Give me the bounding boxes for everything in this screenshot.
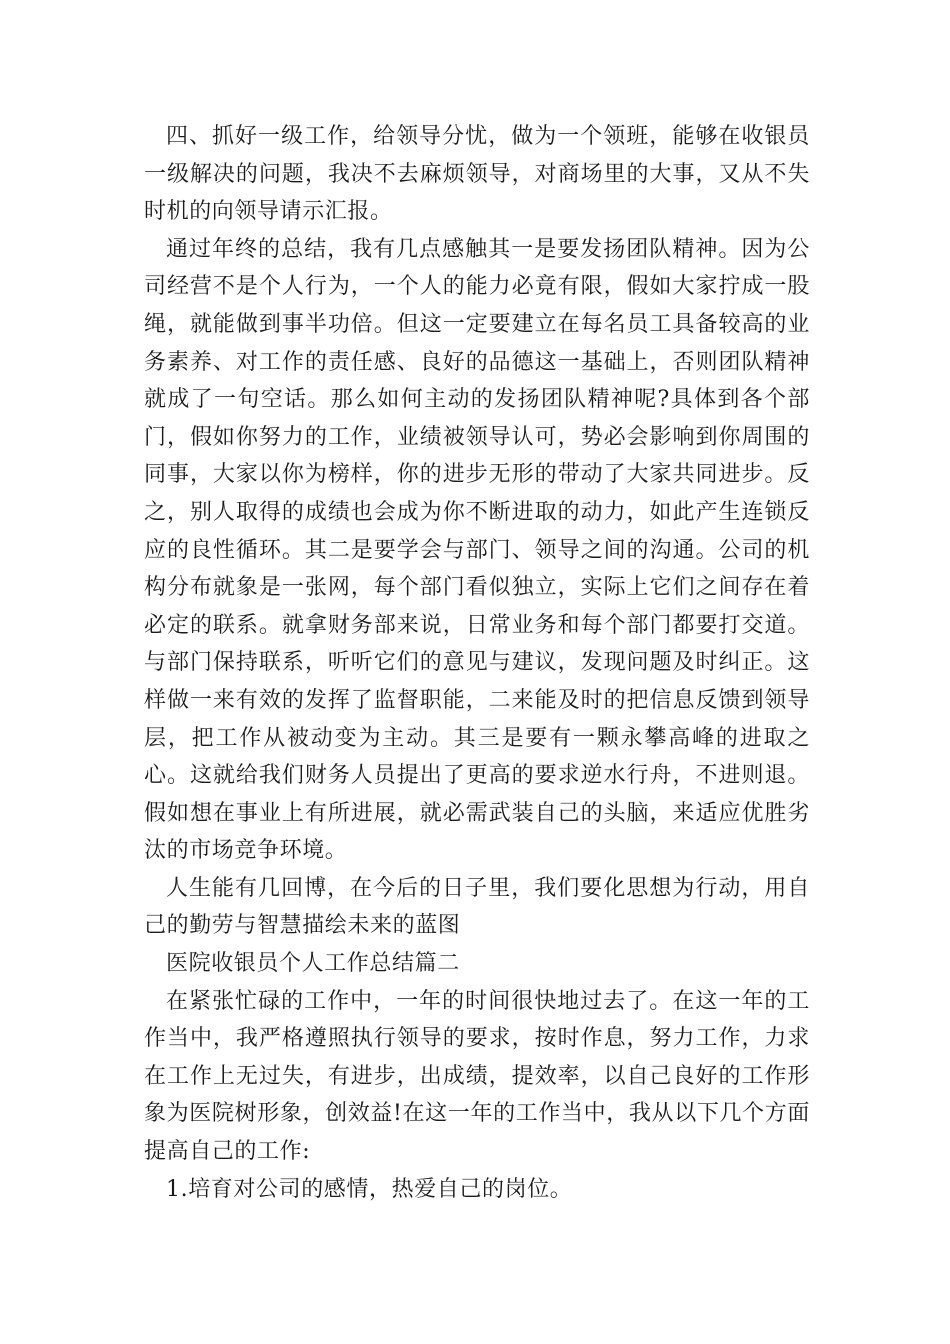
list-item: 1.培育对公司的感情，热爱自己的岗位。 [166, 1176, 573, 1202]
paragraph-leadership-support: 四、抓好一级工作，给领导分忧，做为一个领班，能够在收银员一级解决的问题，我决不去麻烦领导，对商场里的大事，又从不失时机的向领导请示汇报。 [144, 124, 810, 225]
paragraph-year-end-reflection: 通过年终的总结，我有几点感触其一是要发扬团队精神。因为公司经营不是个人行为，一个人的能力必竟有限，假如大家拧成一股绳，就能做到事半功倍。但这一定要建立在每名员工具备较高的业务素养、对工作的责任感、良好的品德这一基础上，否则团队精神就成了一句空话。那么如何主动的发扬团队精神呢?具体到各个部门，假如你努力的工作，业绩被领导认可，势必会影响到你周围的同事，大家以你为榜样，你的进步无形的带动了大家共同进步。反之，别人取得的成绩也会成为你不断进取的动力，如此产生连锁反应的良性循环。其二是要学会与部门、领导之间的沟通。公司的机构分布就象是一张网，每个部门看似独立，实际上它们之间存在着必定的联系。就拿财务部来说，日常业务和每个部门都要打交道。与部门保持联系，听听它们的意见与建议，发现问题及时纠正。这样做一来有效的发挥了监督职能，二来能及时的把信息反馈到领导层，把工作从被动变为主动。其三是要有一颗永攀高峰的进取之心。这就给我们财务人员提出了更高的要求逆水行舟，不进则退。假如想在事业上有所进展，就必需武装自己的头脑，来适应优胜劣汰的市场竞争环境。 [144, 236, 810, 864]
paragraph-year-summary: 在紧张忙碌的工作中，一年的时间很快地过去了。在这一年的工作当中，我严格遵照执行领导的要求，按时作息，努力工作，力求在工作上无过失，有进步，出成绩，提效率，以自己良好的工作形象为医院树形象，创效益!在这一年的工作当中，我从以下几个方面提高自己的工作: [144, 988, 810, 1165]
paragraph-closing-remark: 人生能有几回博，在今后的日子里，我们要化思想为行动，用自己的勤劳与智慧描绘未来的蓝图 [144, 875, 810, 939]
section-heading: 医院收银员个人工作总结篇二 [166, 951, 460, 977]
document-body [144, 118, 810, 1208]
